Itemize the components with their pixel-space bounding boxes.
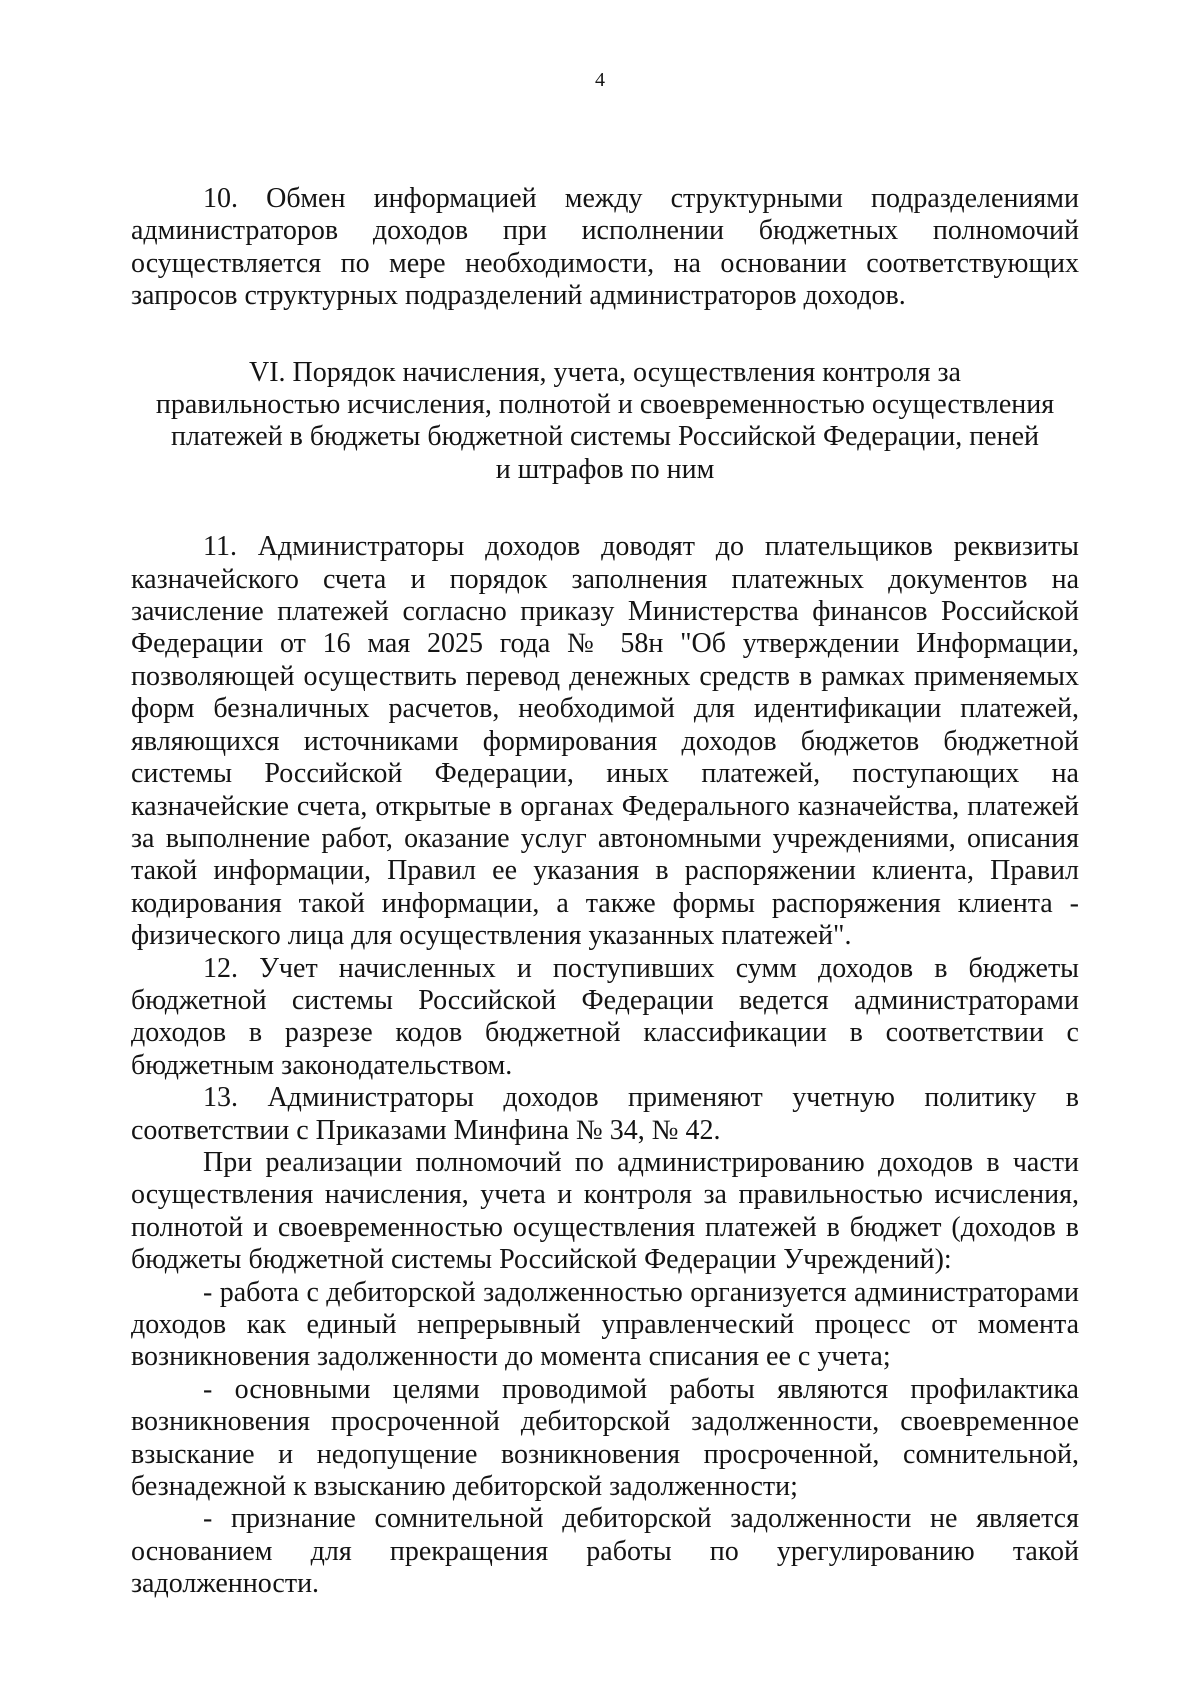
page-number: 4 <box>595 69 605 91</box>
document-body <box>131 183 1079 1601</box>
section-heading-line: правильностью исчисления, полнотой и своевременностью осуществления <box>155 389 1055 421</box>
bullet-item: - работа с дебиторской задолженностью организуется администраторами доходов как единый непрерывный управленческий процесс от момента возникновения задолженности до момента списания ее с учета; <box>131 1276 1079 1373</box>
section-heading-line: платежей в бюджеты бюджетной системы Российской Федерации, пеней <box>170 421 1040 453</box>
paragraph-11: 11. Администраторы доходов доводят до плательщиков реквизиты казначейского счета и порядок заполнения платежных документов на зачисление платежей согласно приказу Министерства финансов Российской Федерации от 16 мая 2025 года № 58н "Об утверждении Информации, позволяющей осуществить перевод денежных средств в рамках применяемых форм безналичных расчетов, необходимой для идентификации платежей, являющихся источниками формирования доходов бюджетов бюджетной системы Российской Федерации, иных платежей, поступающих на казначейские счета, открытые в органах Федерального казначейства, платежей за выполнение работ, оказание услуг автономными учреждениями, описания такой информации, Правил ее указания в распоряжении клиента, Правил кодирования такой информации, а также формы распоряжения клиента - физического лица для осуществления указанных платежей". <box>131 531 1079 952</box>
paragraph-12: 12. Учет начисленных и поступивших сумм доходов в бюджеты бюджетной системы Российской Федерации ведется администраторами доходов в разрезе кодов бюджетной классификации в соответствии с бюджетным законодательством. <box>131 952 1079 1081</box>
paragraph-13: 13. Администраторы доходов применяют учетную политику в соответствии с Приказами Минфина № 34, № 42. <box>131 1082 1079 1146</box>
paragraph-implementation: При реализации полномочий по администрированию доходов в части осуществления начисления, учета и контроля за правильностью исчисления, полнотой и своевременностью осуществления платежей в бюджет (доходов в бюджеты бюджетной системы Российской Федерации Учреждений): <box>131 1146 1079 1276</box>
section-heading-line: и штрафов по ним <box>495 453 715 485</box>
paragraph-10: 10. Обмен информацией между структурными подразделениями администраторов доходов при исполнении бюджетных полномочий осуществляется по мере необходимости, на основании соответствующих запросов структурных подразделений администраторов доходов. <box>131 183 1079 312</box>
section-heading <box>131 357 1079 487</box>
section-heading-line: VI. Порядок начисления, учета, осуществления контроля за <box>249 356 961 388</box>
bullet-item: - основными целями проводимой работы являются профилактика возникновения просроченной дебиторской задолженности, своевременное взыскание и недопущение возникновения просроченной, сомнительной, безнадежной к взысканию дебиторской задолженности; <box>131 1373 1079 1503</box>
bullet-item: - признание сомнительной дебиторской задолженности не является основанием для прекращения работы по урегулированию такой задолженности. <box>131 1503 1079 1600</box>
